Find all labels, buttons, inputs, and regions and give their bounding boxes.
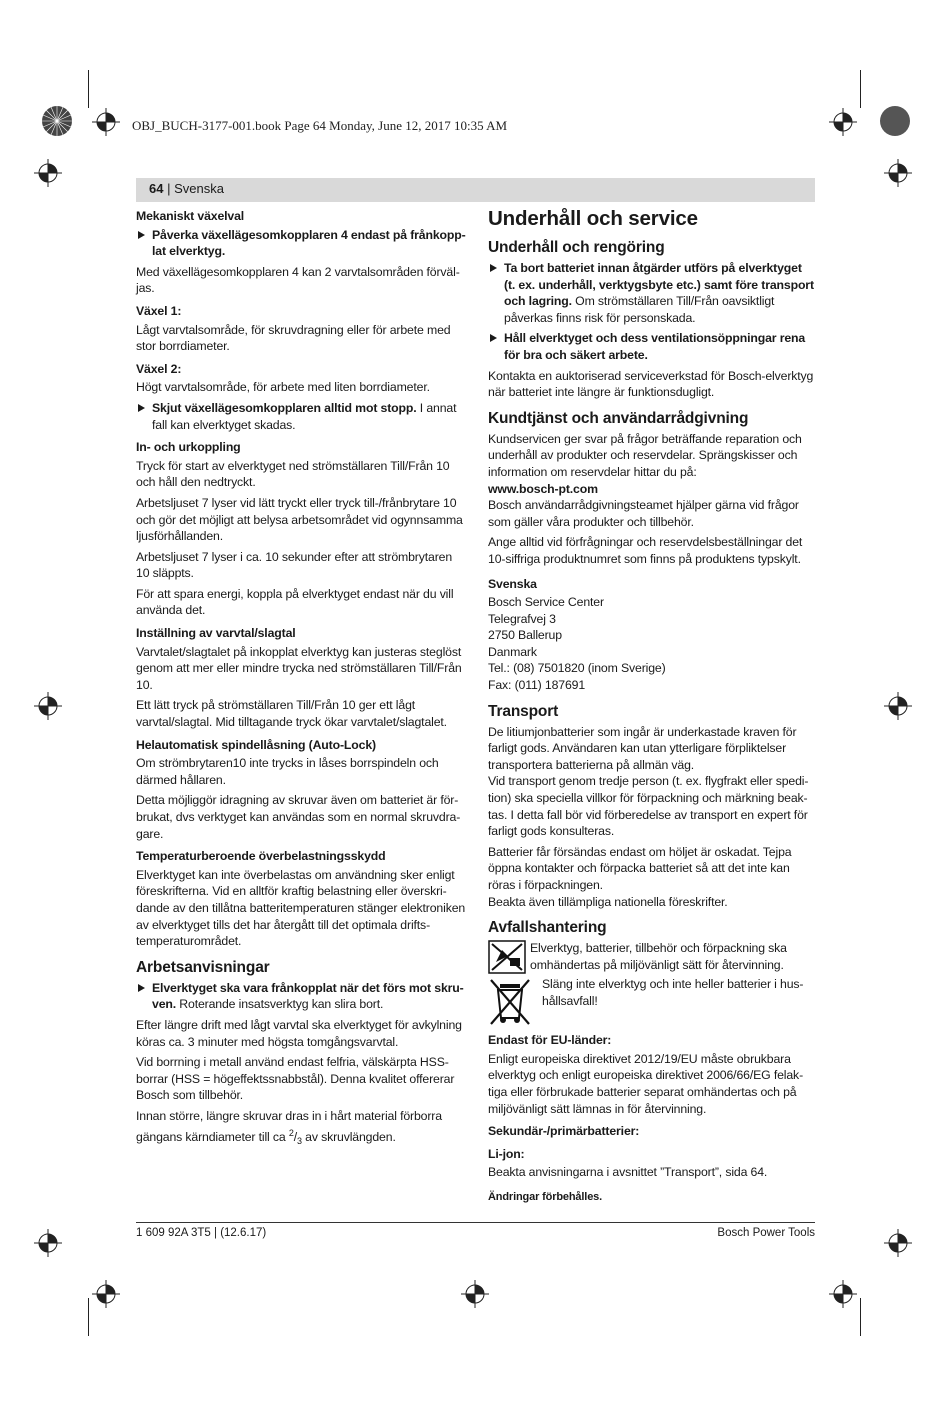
crop-mark <box>860 1298 861 1336</box>
fraction-numerator: 2 <box>288 1127 294 1138</box>
header-separator: | <box>163 181 175 196</box>
heading-customer-service: Kundtjänst och användarrådgivning <box>488 409 749 427</box>
registration-mark-icon <box>884 692 912 720</box>
crop-mark <box>88 1298 89 1336</box>
service-address <box>488 594 816 694</box>
disposal-row <box>488 940 816 974</box>
crossed-out-wheeled-bin-icon <box>488 976 532 1026</box>
paragraph: Elverktyget kan inte överbelastas om användning sker enligt föreskrifterna. Vid en alltför kraftig belastning eller överskridande av den tillåtna batteritemperaturen stänger elektroniken av elverktyget tills det har återgått till det optimala driftstemperaturområdet. <box>136 867 466 949</box>
registration-mark-icon <box>884 159 912 187</box>
heading-gear-1: Växel 1: <box>136 303 182 318</box>
footer-doc-number: 1 609 92A 3T5 | (12.6.17) <box>136 1227 267 1239</box>
paragraph: Efter längre drift med lågt varvtal ska elverktyget för avkylning köras ca. 3 minuter med högsta tomgångsvarvtal. <box>136 1017 462 1049</box>
page-header <box>149 181 224 196</box>
bullet-triangle-icon <box>490 334 497 342</box>
registration-mark-icon <box>829 1280 857 1308</box>
heading-eu: Endast för EU-länder: <box>488 1033 612 1048</box>
bullet-triangle-icon <box>138 984 145 992</box>
paragraph: Batterier får försändas endast om höljet är oskadat. Tejpa öppna kontakter och förpacka batteriet så att det inte kan röras i förpackningen. <box>488 844 792 892</box>
registration-mark-icon <box>34 1229 62 1257</box>
text: Innan större, längre skruvar dras in i hårt material förborra gängans kärndiameter till ca <box>136 1108 442 1144</box>
registration-mark-icon <box>878 104 912 138</box>
paragraph: Bosch användarrådgivningsteamet hjälper gärna vid frågor som gäller våra produkter och tillbehör. <box>488 498 799 529</box>
paragraph: Med växellägesomkopplaren 4 kan 2 varvtalsområden förväljas. <box>136 264 460 296</box>
registration-mark-icon <box>34 692 62 720</box>
website-link[interactable]: www.bosch-pt.com <box>488 481 598 496</box>
registration-mark-icon <box>34 159 62 187</box>
registration-mark-icon <box>829 108 857 136</box>
crop-mark <box>88 70 89 108</box>
bullet-text-bold: Elverktyget ska vara frånkopplat när det förs mot skruven. <box>152 980 464 1012</box>
registration-mark-icon <box>461 1280 489 1308</box>
heading-maintenance-service: Underhåll och service <box>488 207 698 230</box>
heading-disposal: Avfallshantering <box>488 919 607 937</box>
page-number: 64 <box>149 181 164 196</box>
paragraph: Varvtalet/slagtalet på inkopplat elverktyg kan justeras steglöst genom att mer eller mindre trycka ned strömställaren Till/Från 10. <box>136 644 462 692</box>
registration-mark-icon <box>92 108 120 136</box>
heading-on-off: In- och urkoppling <box>136 440 241 455</box>
bullet-text-bold: Skjut växellägesomkopplaren alltid mot stopp. <box>152 400 417 415</box>
address-phone: Tel.: (08) 7501820 (inom Sverige) <box>488 661 666 676</box>
heading-li-ion: Li-jon: <box>488 1146 525 1161</box>
address-line: 2750 Ballerup <box>488 628 562 643</box>
bullet-text: I annat fall kan elverktyget skadas. <box>152 400 457 432</box>
registration-mark-icon <box>92 1280 120 1308</box>
disposal-text: Släng inte elverktyg och inte heller batterier i hushållsavfall! <box>542 977 804 1008</box>
paragraph: Kontakta en auktoriserad serviceverkstad för Bosch-elverktyg när batteriet inte längre är funktionsdugligt. <box>488 368 814 400</box>
address-fax: Fax: (011) 187691 <box>488 678 586 693</box>
heading-country: Svenska <box>488 576 537 591</box>
footer-brand: Bosch Power Tools <box>717 1227 815 1239</box>
paragraph: Ett lätt tryck på strömställaren Till/Från 10 ger ett lågt varvtal/slagtal. Mid tilltagande tryck ökar varvtalet/slagtalet. <box>136 698 447 730</box>
left-column <box>136 208 466 1153</box>
paragraph: Om strömbrytaren10 inte trycks in låses borrspindeln och därmed hållaren. <box>136 756 439 787</box>
heading-auto-lock: Helautomatisk spindellåsning (Auto-Lock) <box>136 737 376 752</box>
bullet-text-bold: Ta bort batteriet innan åtgärder utförs på elverktyget (t. ex. underhåll, verktygsbyte etc.) samt före transport och lagring. <box>504 261 814 309</box>
paragraph: Detta möjliggör idragning av skruvar även om batteriet är förbrukat, dvs verktyget kan användas som en normal skruvdragare. <box>136 793 461 841</box>
paragraph <box>136 1108 466 1149</box>
heading-work-instructions: Arbetsanvisningar <box>136 958 270 976</box>
bullet-text: Om strömställaren Till/Från oavsiktligt påverkas finns risk för personskada. <box>504 294 775 325</box>
header-language: Svenska <box>174 181 224 196</box>
heading-overload: Temperaturberoende överbelastningsskydd <box>136 849 386 864</box>
registration-mark-icon <box>40 104 74 138</box>
paragraph: Vid transport genom tredje person (t. ex. flygfrakt eller spedition) ska speciella villkor för förpackning och märkning beaktas. I detta fall bör vid förberedelse av transport en expert för farligt gods konsulteras. <box>488 774 809 839</box>
bullet-text-bold: Håll elverktyget och dess ventilationsöppningar rena för bra och säkert arbete. <box>504 331 806 362</box>
paragraph: Kundservicen ger svar på frågor beträffande reparation och underhåll av produkter och reservdelar. Sprängskisser och information om reservdelar hittar du på: <box>488 431 802 479</box>
bullet-text: Påverka växellägesomkopplaren 4 endast på frånkopplat elverktyg. <box>152 227 466 259</box>
bullet-triangle-icon <box>138 404 145 412</box>
footer-divider <box>136 1222 815 1223</box>
paragraph: De litiumjonbatterier som ingår är underkastade kraven för farligt gods. Användaren kan utan ytterligare förpliktelser transportera batterierna på allmän väg. <box>488 724 797 772</box>
warning-bullet <box>488 260 816 326</box>
warning-bullet <box>488 330 816 363</box>
heading-gear-selection: Mekaniskt växelval <box>136 209 245 223</box>
heading-maintenance-cleaning: Underhåll och rengöring <box>488 239 665 256</box>
changes-notice: Ändringar förbehålles. <box>488 1190 603 1203</box>
paragraph: Tryck för start av elverktyget ned strömställaren Till/Från 10 och håll den nedtryckt. <box>136 458 450 490</box>
paragraph: Arbetsljuset 7 lyser vid lätt tryckt eller tryck till-/frånbrytare 10 och gör det möjligt att belysa arbetsområdet vid ogynnsamma ljusförhållanden. <box>136 495 463 544</box>
fraction-denominator: 3 <box>297 1135 302 1146</box>
heading-batteries: Sekundär-/primärbatterier: <box>488 1124 640 1139</box>
bullet-text: Roterande insatsverktyg kan slira bort. <box>176 997 384 1012</box>
heading-transport: Transport <box>488 702 559 720</box>
paragraph: Beakta anvisningarna i avsnittet ”Transport”, sida 64. <box>488 1165 768 1180</box>
heading-speed: Inställning av varvtal/slagtal <box>136 626 296 641</box>
disposal-text: Elverktyg, batterier, tillbehör och förpackning ska omhändertas på miljövänligt sätt för återvinning. <box>530 941 787 972</box>
warning-bullet <box>136 980 466 1013</box>
text: av skruvlängden. <box>301 1129 396 1144</box>
warning-bullet <box>136 227 466 260</box>
paragraph: Beakta även tillämpliga nationella föreskrifter. <box>488 894 728 909</box>
print-slug: OBJ_BUCH-3177-001.book Page 64 Monday, June 12, 2017 10:35 AM <box>132 118 508 133</box>
address-line: Bosch Service Center <box>488 595 604 610</box>
fraction-slash: / <box>293 1129 298 1144</box>
paragraph: Vid borrning i metall använd endast felfria, välskärpta HSS-borrar (HSS = högeffektssnabbstål). Denna kvalitet offererar Bosch som tillbehör. <box>136 1055 455 1103</box>
recycling-bin-icon <box>488 940 526 974</box>
heading-gear-2: Växel 2: <box>136 361 182 376</box>
paragraph: Högt varvtalsområde, för arbete med liten borrdiameter. <box>136 380 430 395</box>
paragraph: Arbetsljuset 7 lyser i ca. 10 sekunder efter att strömbrytaren 10 släppts. <box>136 549 453 581</box>
disposal-row <box>488 976 816 1026</box>
warning-bullet <box>136 400 466 433</box>
page-header-bar <box>136 178 815 202</box>
crop-mark <box>860 70 861 108</box>
paragraph: Ange alltid vid förfrågningar och reservdelsbeställningar det 10-siffriga produktnumret som finns på produktens typskylt. <box>488 535 803 566</box>
paragraph: Enligt europeiska direktivet 2012/19/EU måste obrukbara elverktyg och enligt europeiska direktivet 2006/66/EG felaktiga eller förbrukade batterier separat omhändertas och på miljövänligt sätt lämnas in för återvinning. <box>488 1051 804 1116</box>
bullet-triangle-icon <box>138 231 145 239</box>
bullet-triangle-icon <box>490 264 497 272</box>
paragraph: Lågt varvtalsområde, för skruvdragning eller för arbete med stor borrdiameter. <box>136 322 451 354</box>
address-line: Telegrafvej 3 <box>488 611 556 626</box>
paragraph: För att spara energi, koppla på elverktyget endast när du vill använda det. <box>136 586 454 618</box>
right-column <box>488 206 816 1210</box>
address-line: Danmark <box>488 644 537 659</box>
registration-mark-icon <box>884 1229 912 1257</box>
